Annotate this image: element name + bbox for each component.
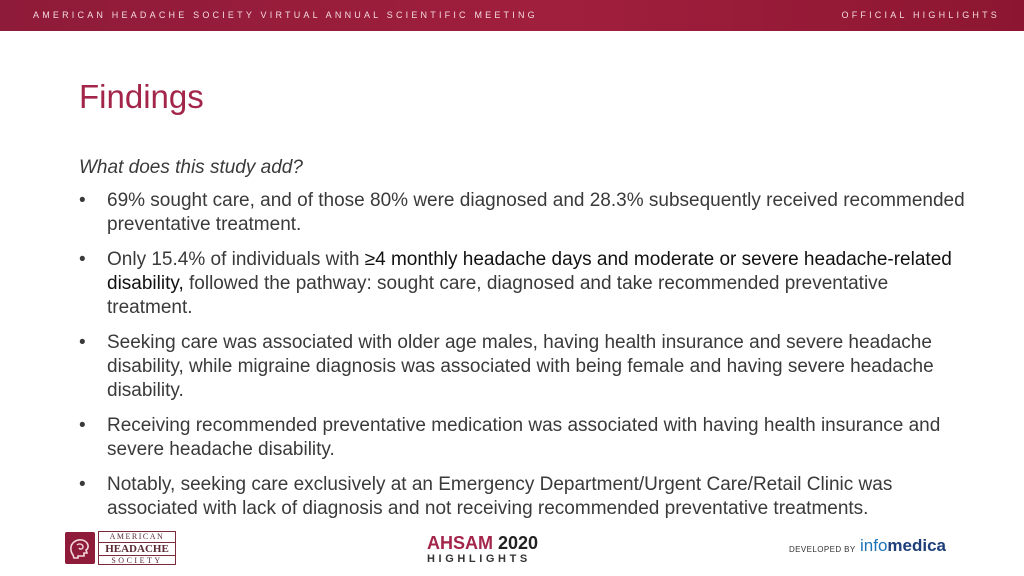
list-item bbox=[79, 473, 979, 521]
bullet-text: 69% sought care, and of those 80% were diagnosed and 28.3% subsequently received recommended preventative treatment. bbox=[107, 190, 965, 235]
brand-part-1: info bbox=[860, 536, 888, 555]
logo-line-3: SOCIETY bbox=[111, 556, 163, 565]
slide-subtitle: What does this study add? bbox=[79, 157, 303, 178]
ahsam-year: 2020 bbox=[498, 533, 539, 553]
bullet-icon: • bbox=[79, 415, 86, 436]
bullet-text: Notably, seeking care exclusively at an Emergency Department/Urgent Care/Retail Clinic was associated with lack of diagnosis and not receiving recommended preventative treatments. bbox=[107, 474, 893, 519]
top-banner bbox=[0, 0, 1024, 31]
list-item bbox=[79, 248, 979, 320]
bullet-icon: • bbox=[79, 474, 86, 495]
american-headache-society-logo bbox=[65, 530, 178, 566]
society-wordmark bbox=[98, 531, 176, 565]
head-profile-icon bbox=[65, 532, 95, 564]
bullet-icon: • bbox=[79, 249, 86, 270]
bullet-text-pre: Only 15.4% of individuals with bbox=[107, 249, 365, 270]
bullet-icon: • bbox=[79, 190, 86, 211]
list-item bbox=[79, 331, 979, 403]
findings-list bbox=[79, 189, 979, 521]
slide-content bbox=[79, 156, 979, 532]
bullet-text: Receiving recommended preventative medication was associated with having health insurance and severe headache disability. bbox=[107, 415, 941, 460]
official-highlights-label: OFFICIAL HIGHLIGHTS bbox=[841, 10, 1000, 20]
meeting-name: AMERICAN HEADACHE SOCIETY VIRTUAL ANNUAL SCIENTIFIC MEETING bbox=[33, 10, 538, 20]
developed-by-label: DEVELOPED BY bbox=[789, 545, 856, 554]
logo-line-1: AMERICAN bbox=[99, 532, 175, 543]
ahsam-sub: HIGHLIGHTS bbox=[427, 553, 531, 565]
ahsam-name: AHSAM bbox=[427, 533, 493, 553]
bullet-text-emphasis: ≥4 monthly headache days and moderate or severe headache-related disability, bbox=[107, 249, 952, 294]
ahsam-logo bbox=[427, 533, 547, 566]
bullet-text: Seeking care was associated with older age males, having health insurance and severe headache disability, while migraine diagnosis was associated with being female and having severe headache disability. bbox=[107, 332, 934, 401]
bullet-text-post: followed the pathway: sought care, diagnosed and take recommended preventative treatment. bbox=[107, 273, 889, 318]
bullet-icon: • bbox=[79, 332, 86, 353]
list-item bbox=[79, 189, 979, 237]
logo-line-2: HEADACHE bbox=[99, 543, 175, 556]
infomedica-logo bbox=[860, 536, 946, 556]
brand-part-2: medica bbox=[887, 536, 947, 555]
slide-title: Findings bbox=[79, 78, 204, 115]
list-item bbox=[79, 414, 979, 462]
